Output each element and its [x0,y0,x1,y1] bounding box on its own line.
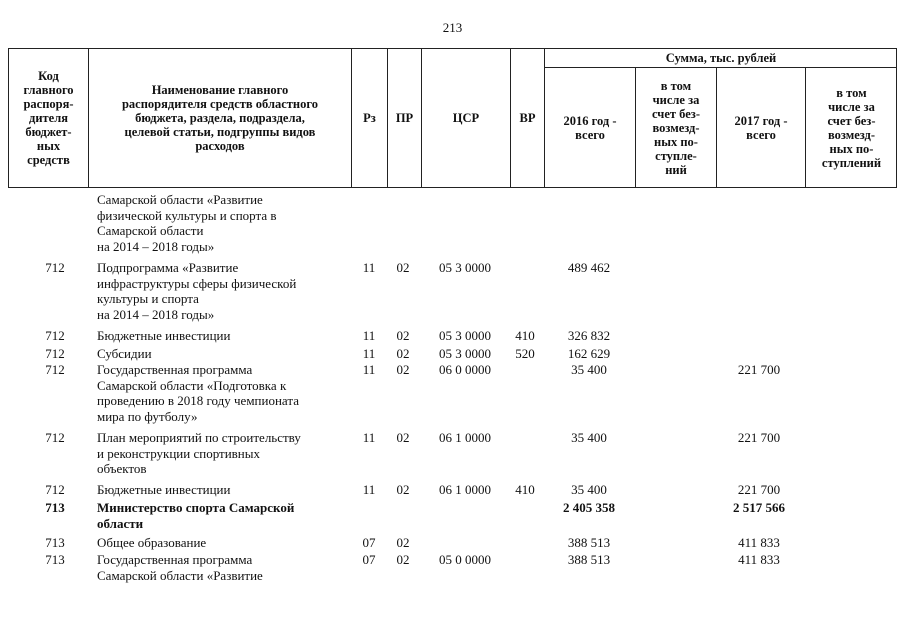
row-sum-2017: 411 833 [738,552,780,567]
row-code: 712 [45,430,65,445]
row-rz: 11 [362,346,376,361]
row-pr: 02 [396,535,410,550]
row-sum-2016: 35 400 [571,482,607,497]
row-sum-2017: 221 700 [737,482,781,497]
row-sum-2016: 388 513 [567,552,611,567]
row-csr: 06 0 0000 [439,362,491,377]
row-rz: 07 [362,552,376,567]
row-csr: 05 3 0000 [439,346,491,361]
row-pr: 02 [396,430,410,445]
row-pr: 02 [396,482,410,497]
row-name: Министерство спорта Самарской области [97,500,295,531]
row-rz: 07 [362,535,376,550]
row-rz: 11 [362,482,376,497]
row-vr: 410 [515,482,535,497]
row-sum-2017: 221 700 [737,430,781,445]
row-sum-2016: 2 405 358 [563,500,615,515]
row-pr: 02 [396,346,410,361]
row-csr: 06 1 0000 [439,482,491,497]
row-rz: 11 [362,260,376,275]
row-code: 713 [45,552,65,567]
header-rz: Рз [363,111,376,125]
row-sum-2016: 162 629 [567,346,611,361]
row-name: Бюджетные инвестиции [97,482,231,497]
row-code: 712 [45,482,65,497]
row-sum-2017: 221 700 [737,362,781,377]
row-code: 712 [45,328,65,343]
row-code: 713 [45,500,65,515]
row-vr: 410 [515,328,535,343]
page-number: 213 [442,20,463,35]
row-csr: 05 3 0000 [439,260,491,275]
row-name: Государственная программа Самарской области «Подготовка к проведению в 2018 году чемпионата мира по футболу» [97,362,299,424]
row-sum-2016: 35 400 [571,362,607,377]
row-vr: 520 [515,346,535,361]
row-name: Бюджетные инвестиции [97,328,231,343]
header-2017-grants: в том числе за счет без- возмезд- ных по- ступлений [821,85,882,170]
header-2016-grants: в том числе за счет без- возмезд- ных по- ступле- ний [652,78,700,177]
header-csr: ЦСР [452,111,480,125]
header-2017-total: 2017 год - всего [734,113,788,142]
row-code: 713 [45,535,65,550]
row-sum-2017: 411 833 [738,535,780,550]
row-name: Самарской области «Развитие физической культуры и спорта в Самарской области на 2014 – 2018 годы» [97,192,277,254]
row-sum-2016: 326 832 [567,328,611,343]
row-csr: 06 1 0000 [439,430,491,445]
row-csr: 05 3 0000 [439,328,491,343]
row-rz: 11 [362,430,376,445]
row-name: Субсидии [97,346,152,361]
header-code: Код главного распоря- дителя бюджет- ных средств [23,69,74,167]
row-code: 712 [45,346,65,361]
row-name: План мероприятий по строительству и реконструкции спортивных объектов [97,430,301,476]
row-name: Подпрограмма «Развитие инфраструктуры сферы физической культуры и спорта на 2014 – 2018 годы» [97,260,297,322]
row-code: 712 [45,362,65,377]
row-csr: 05 0 0000 [439,552,491,567]
header-name: Наименование главного распорядителя средств областного бюджета, раздела, подраздела, целевой статьи, подгруппы видов расходов [121,83,318,153]
row-name: Общее образование [97,535,207,550]
row-pr: 02 [396,328,410,343]
header-vr: ВР [519,111,536,125]
row-pr: 02 [396,362,410,377]
row-sum-2016: 35 400 [571,430,607,445]
row-pr: 02 [396,260,410,275]
row-sum-2016: 489 462 [567,260,611,275]
row-sum-2017: 2 517 566 [733,500,785,515]
table-header [8,48,897,188]
row-rz: 11 [362,362,376,377]
header-2016-total: 2016 год - всего [563,113,617,142]
row-code: 712 [45,260,65,275]
header-sum-group: Сумма, тыс. рублей [665,51,777,65]
row-rz: 11 [362,328,376,343]
row-pr: 02 [396,552,410,567]
header-pr: ПР [395,111,414,125]
row-name: Государственная программа Самарской области «Развитие [97,552,263,583]
row-sum-2016: 388 513 [567,535,611,550]
